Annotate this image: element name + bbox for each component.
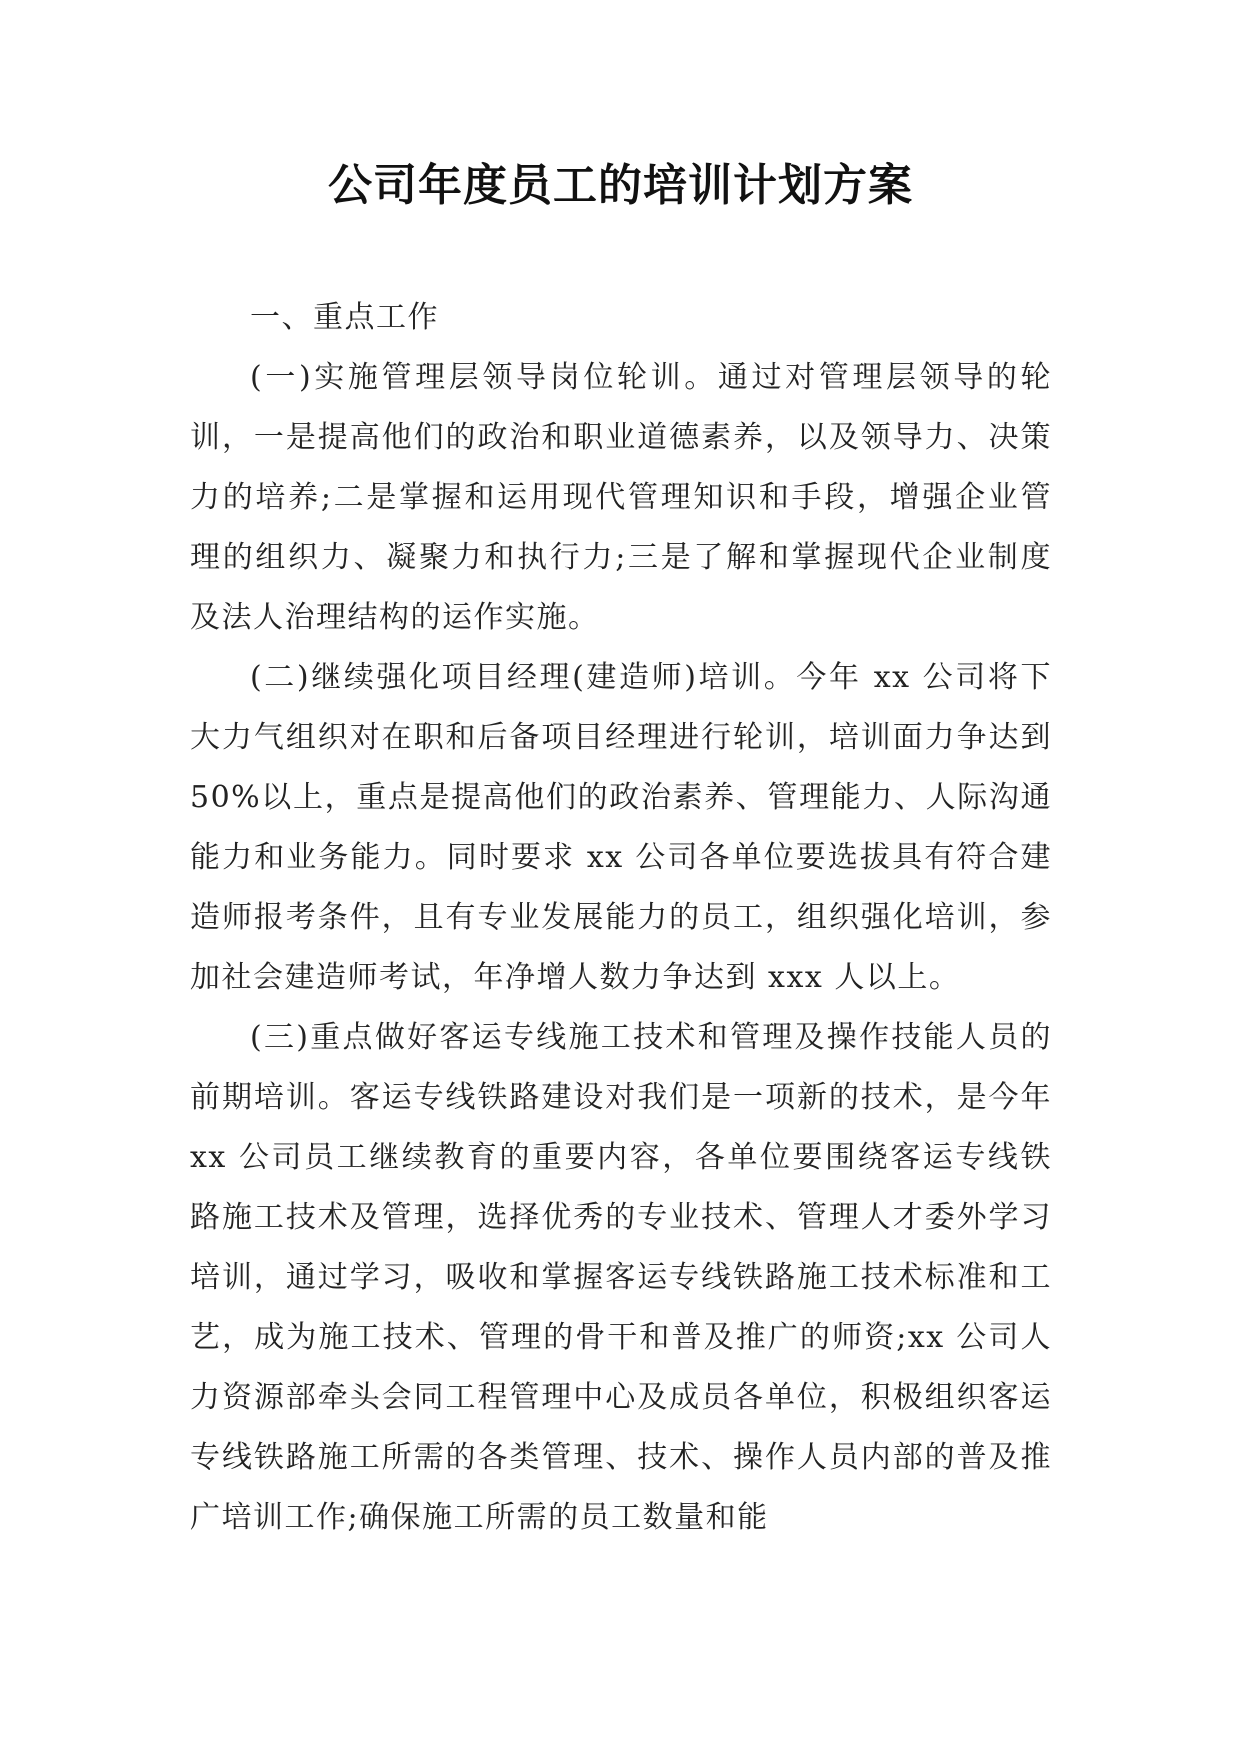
paragraph-passenger-line-training: (三)重点做好客运专线施工技术和管理及操作技能人员的前期培训。客运专线铁路建设对我们是一项新的技术，是今年 xx 公司员工继续教育的重要内容，各单位要围绕客运专线铁路施工技术及管理，选择优秀的专业技术、管理人才委外学习培训，通过学习，吸收和掌握客运专线铁路施工技术标准和工艺，成为施工技术、管理的骨干和普及推广的师资;xx 公司人力资源部牵头会同工程管理中心及成员各单位，积极组织客运专线铁路施工所需的各类管理、技术、操作人员内部的普及推广培训工作;确保施工所需的员工数量和能 bbox=[190, 1020, 1052, 1535]
document-body bbox=[190, 288, 1052, 1548]
document-title: 公司年度员工的培训计划方案 bbox=[328, 160, 913, 211]
paragraph-management-rotation: (一)实施管理层领导岗位轮训。通过对管理层领导的轮训，一是提高他们的政治和职业道德素养，以及领导力、决策力的培养;二是掌握和运用现代管理知识和手段，增强企业管理的组织力、凝聚力和执行力;三是了解和掌握现代企业制度及法人治理结构的运作实施。 bbox=[190, 360, 1052, 635]
paragraph-project-manager-training: (二)继续强化项目经理(建造师)培训。今年 xx 公司将下大力气组织对在职和后备项目经理进行轮训，培训面力争达到 50%以上，重点是提高他们的政治素养、管理能力、人际沟通能力和业务能力。同时要求 xx 公司各单位要选拔具有符合建造师报考条件，且有专业发展能力的员工，组织强化培训，参加社会建造师考试，年净增人数力争达到 xxx 人以上。 bbox=[190, 660, 1052, 995]
section-heading-key-work: 一、重点工作 bbox=[250, 300, 439, 335]
